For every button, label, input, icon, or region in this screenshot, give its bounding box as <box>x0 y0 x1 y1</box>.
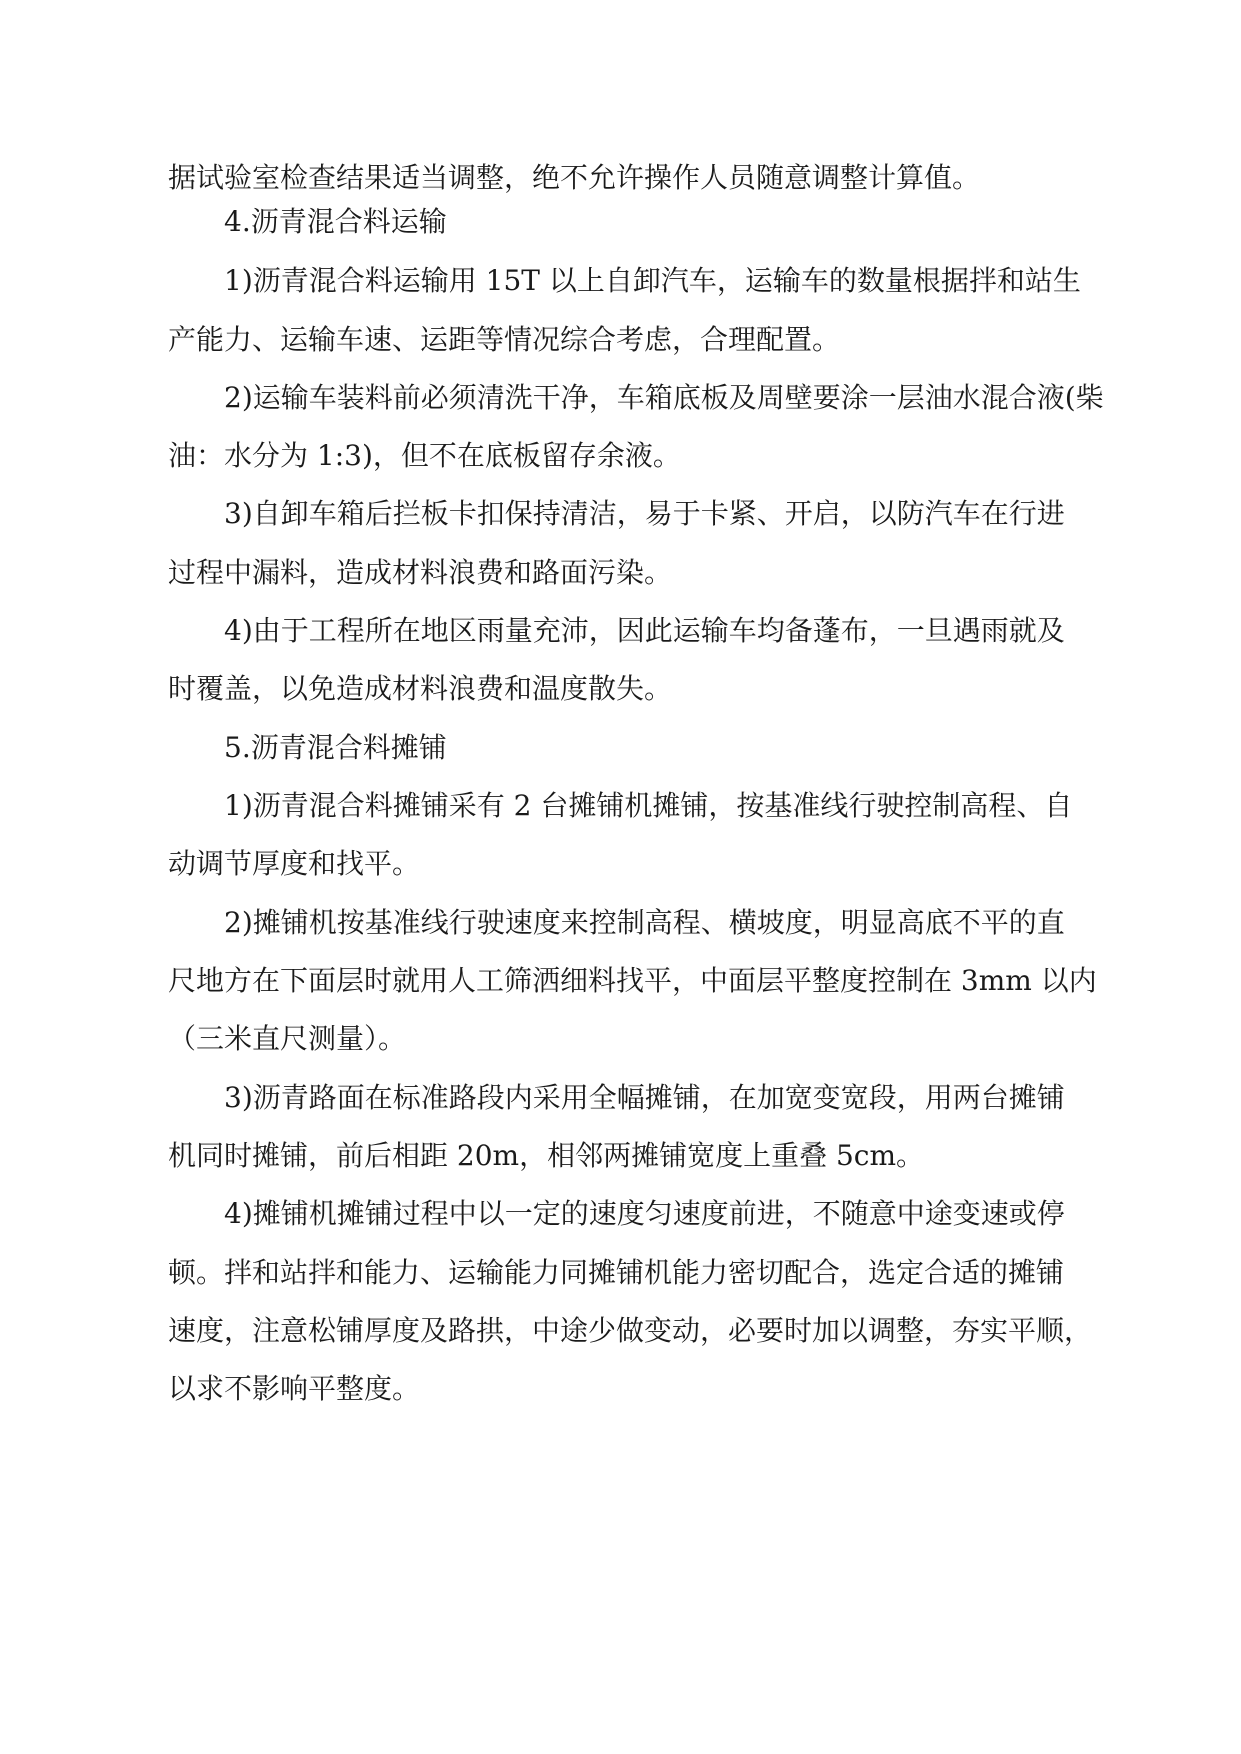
paragraph-line: 3)自卸车箱后拦板卡扣保持清洁，易于卡紧、开启，以防汽车在行进 <box>224 497 1065 530</box>
section-heading: 5.沥青混合料摊铺 <box>224 731 447 764</box>
paragraph-line: 4)由于工程所在地区雨量充沛，因此运输车均备蓬布，一旦遇雨就及 <box>224 614 1065 647</box>
paragraph-line: 动调节厚度和找平。 <box>168 847 421 880</box>
paragraph-line: 尺地方在下面层时就用人工筛洒细料找平，中面层平整度控制在 3mm 以内 <box>168 964 1097 997</box>
paragraph-line: （三米直尺测量）。 <box>168 1022 407 1055</box>
paragraph-line: 以求不影响平整度。 <box>168 1372 421 1405</box>
paragraph-line: 4)摊铺机摊铺过程中以一定的速度匀速度前进，不随意中途变速或停 <box>224 1197 1065 1230</box>
paragraph-line: 据试验室检查结果适当调整，绝不允许操作人员随意调整计算值。 <box>168 161 981 194</box>
paragraph-line: 2)摊铺机按基准线行驶速度来控制高程、横坡度，明显高底不平的直 <box>224 906 1065 939</box>
paragraph-line: 速度，注意松铺厚度及路拱，中途少做变动，必要时加以调整，夯实平顺， <box>168 1314 1093 1347</box>
section-heading: 4.沥青混合料运输 <box>224 205 447 238</box>
paragraph-line: 机同时摊铺，前后相距 20m，相邻两摊铺宽度上重叠 5cm。 <box>168 1139 925 1172</box>
paragraph-line: 顿。拌和站拌和能力、运输能力同摊铺机能力密切配合，选定合适的摊铺 <box>168 1256 1065 1289</box>
paragraph-line: 产能力、运输车速、运距等情况综合考虑，合理配置。 <box>168 323 841 356</box>
paragraph-line: 过程中漏料，造成材料浪费和路面污染。 <box>168 556 673 589</box>
paragraph-line: 1)沥青混合料摊铺采有 2 台摊铺机摊铺，按基准线行驶控制高程、自 <box>224 789 1073 822</box>
paragraph-line: 时覆盖，以免造成材料浪费和温度散失。 <box>168 672 673 705</box>
paragraph-line: 2)运输车装料前必须清洗干净，车箱底板及周壁要涂一层油水混合液(柴 <box>224 381 1104 414</box>
paragraph-line: 油：水分为 1:3)，但不在底板留存余液。 <box>168 439 681 472</box>
paragraph-line: 3)沥青路面在标准路段内采用全幅摊铺，在加宽变宽段，用两台摊铺 <box>224 1081 1065 1114</box>
paragraph-line: 1)沥青混合料运输用 15T 以上自卸汽车，运输车的数量根据拌和站生 <box>224 264 1081 297</box>
